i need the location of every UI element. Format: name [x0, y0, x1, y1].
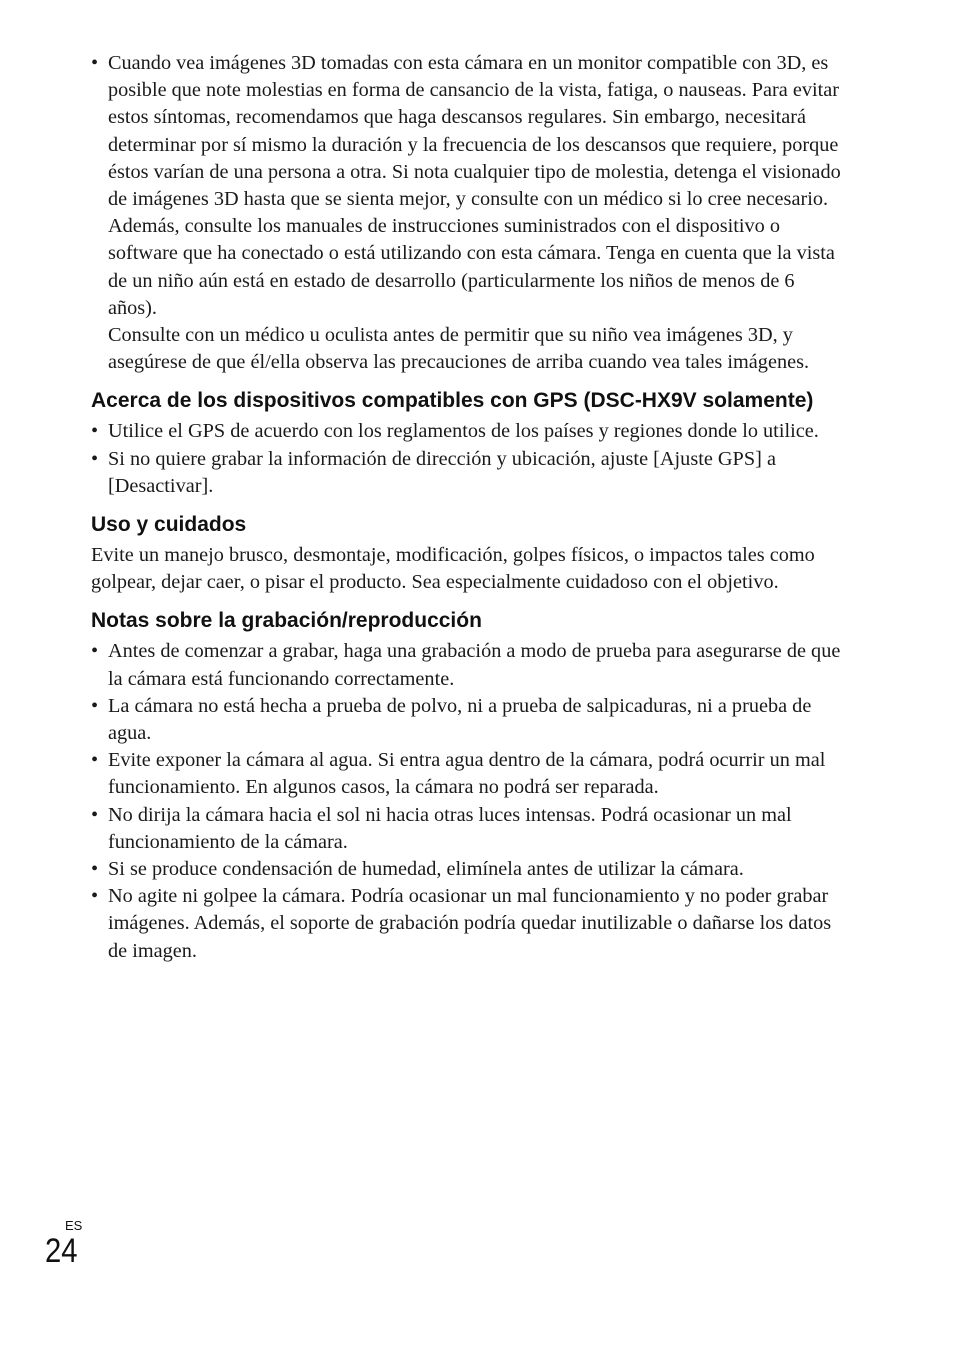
gps-bullet-2: • Si no quiere grabar la información de dirección y ubicación, ajuste [Ajuste GPS] a [Desactivar].	[91, 446, 843, 500]
intro-continuation: Consulte con un médico u oculista antes de permitir que su niño vea imágenes 3D, y asegúrese de que él/ella observa las precauciones de arriba cuando vea tales imágenes.	[108, 324, 810, 374]
notas-bullet-6: • No agite ni golpee la cámara. Podría ocasionar un mal funcionamiento y no poder grabar imágenes. Además, el soporte de grabación podría quedar inutilizable o dañarse los datos de imagen.	[91, 883, 843, 965]
page-content	[91, 50, 843, 965]
notas-heading: Notas sobre la grabación/reproducción	[91, 609, 482, 633]
page-footer	[45, 1219, 83, 1269]
notas-bullet-4: • No dirija la cámara hacia el sol ni hacia otras luces intensas. Podrá ocasionar un mal funcionamiento de la cámara.	[91, 802, 843, 856]
language-code: ES	[65, 1218, 83, 1233]
notas-bullet-1: • Antes de comenzar a grabar, haga una grabación a modo de prueba para asegurarse de que la cámara está funcionando correctamente.	[91, 638, 843, 692]
gps-heading: Acerca de los dispositivos compatibles con GPS (DSC-HX9V solamente)	[91, 389, 814, 413]
notas-bullet-5: • Si se produce condensación de humedad, elimínela antes de utilizar la cámara.	[91, 856, 843, 883]
uso-heading: Uso y cuidados	[91, 513, 247, 537]
page-number: 24	[45, 1232, 78, 1270]
intro-bullet: • Cuando vea imágenes 3D tomadas con esta cámara en un monitor compatible con 3D, es posible que note molestias en forma de cansancio de la vista, fatiga, o nauseas. Para evitar estos síntomas, recomendamos que haga descansos regulares. Sin embargo, necesitará determinar por sí mismo la duración y la frecuencia de los descansos que requiere, porque éstos varían de una persona a otra. Si nota cualquier tipo de molestia, detenga el visionado de imágenes 3D hasta que se sienta mejor, y consulte con un médico si lo cree necesario. Además, consulte los manuales de instrucciones suministrados con el dispositivo o software que ha conectado o está utilizando con esta cámara. Tenga en cuenta que la vista de un niño aún está en estado de desarrollo (particularmente los niños de menos de 6 años).	[91, 50, 843, 322]
uso-body: Evite un manejo brusco, desmontaje, modificación, golpes físicos, o impactos tales como golpear, dejar caer, o pisar el producto. Sea especialmente cuidadoso con el objetivo.	[91, 544, 815, 594]
notas-list	[91, 638, 843, 964]
notas-bullet-3: • Evite exponer la cámara al agua. Si entra agua dentro de la cámara, podrá ocurrir un mal funcionamiento. En algunos casos, la cámara no podrá ser reparada.	[91, 747, 843, 801]
notas-bullet-2: • La cámara no está hecha a prueba de polvo, ni a prueba de salpicaduras, ni a prueba de agua.	[91, 693, 843, 747]
intro-list	[91, 50, 843, 322]
gps-list	[91, 418, 843, 500]
gps-bullet-1: • Utilice el GPS de acuerdo con los reglamentos de los países y regiones donde lo utilice.	[91, 418, 843, 445]
